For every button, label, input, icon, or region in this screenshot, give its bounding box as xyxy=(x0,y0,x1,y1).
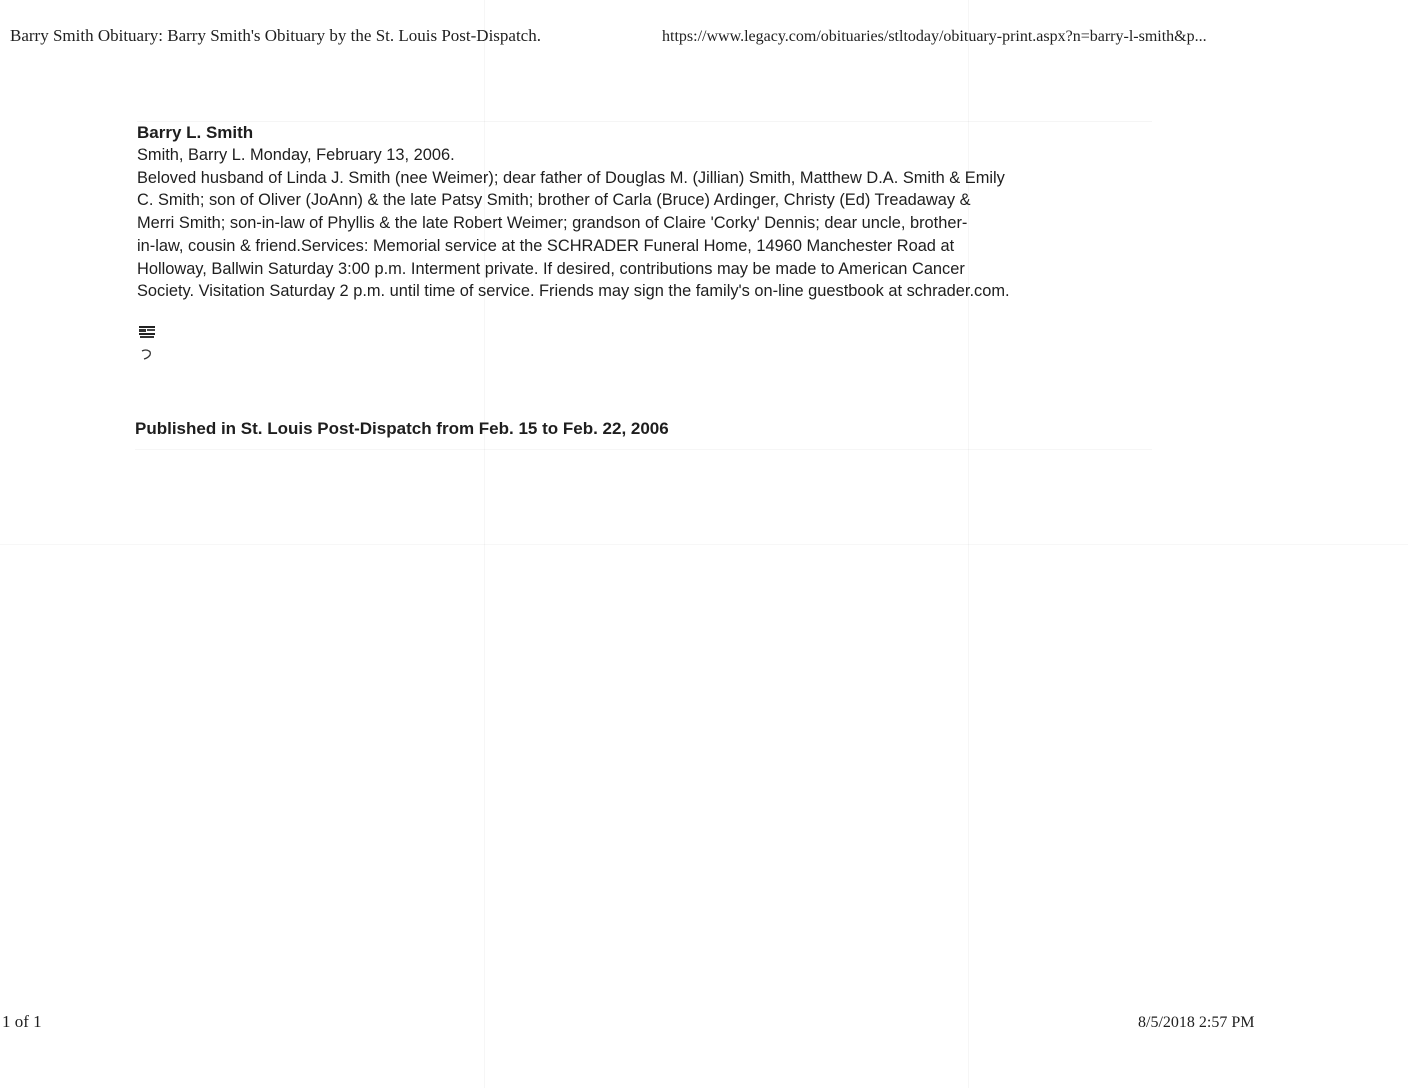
obituary-line: Holloway, Ballwin Saturday 3:00 p.m. Interment private. If desired, contributions may be made to American Cancer xyxy=(137,259,965,278)
obituary-line: Merri Smith; son-in-law of Phyllis & the late Robert Weimer; grandson of Claire 'Corky' Dennis; dear uncle, brother- xyxy=(137,214,968,233)
divider xyxy=(135,449,1152,450)
flag-mark-icon xyxy=(138,325,156,339)
obituary-line: Beloved husband of Linda J. Smith (nee Weimer); dear father of Douglas M. (Jillian) Smith, Matthew D.A. Smith & Emily xyxy=(137,168,1005,187)
print-header-title: Barry Smith Obituary: Barry Smith's Obituary by the St. Louis Post-Dispatch. xyxy=(10,26,541,45)
squiggle-mark-icon xyxy=(140,347,154,361)
print-header-url: https://www.legacy.com/obituaries/stltoday/obituary-print.aspx?n=barry-l-smith&p... xyxy=(662,28,1207,45)
obituary-line: Smith, Barry L. Monday, February 13, 2006. xyxy=(137,146,455,164)
print-footer-page: 1 of 1 xyxy=(2,1012,42,1031)
publication-note: Published in St. Louis Post-Dispatch from Feb. 15 to Feb. 22, 2006 xyxy=(135,419,669,438)
print-footer-datetime: 8/5/2018 2:57 PM xyxy=(1138,1014,1255,1031)
obituary-content xyxy=(137,121,1147,303)
obituary-line: in-law, cousin & friend.Services: Memorial service at the SCHRADER Funeral Home, 14960 Manchester Road at xyxy=(137,236,955,255)
scan-fold-line xyxy=(0,544,1408,545)
memorial-marks xyxy=(138,325,158,365)
obituary-name: Barry L. Smith xyxy=(137,123,254,142)
obituary-line: Society. Visitation Saturday 2 p.m. until time of service. Friends may sign the family's on-line guestbook at schrader.com. xyxy=(137,282,1010,301)
obituary-line: C. Smith; son of Oliver (JoAnn) & the late Patsy Smith; brother of Carla (Bruce) Ardinger, Christy (Ed) Treadaway & xyxy=(137,191,971,210)
